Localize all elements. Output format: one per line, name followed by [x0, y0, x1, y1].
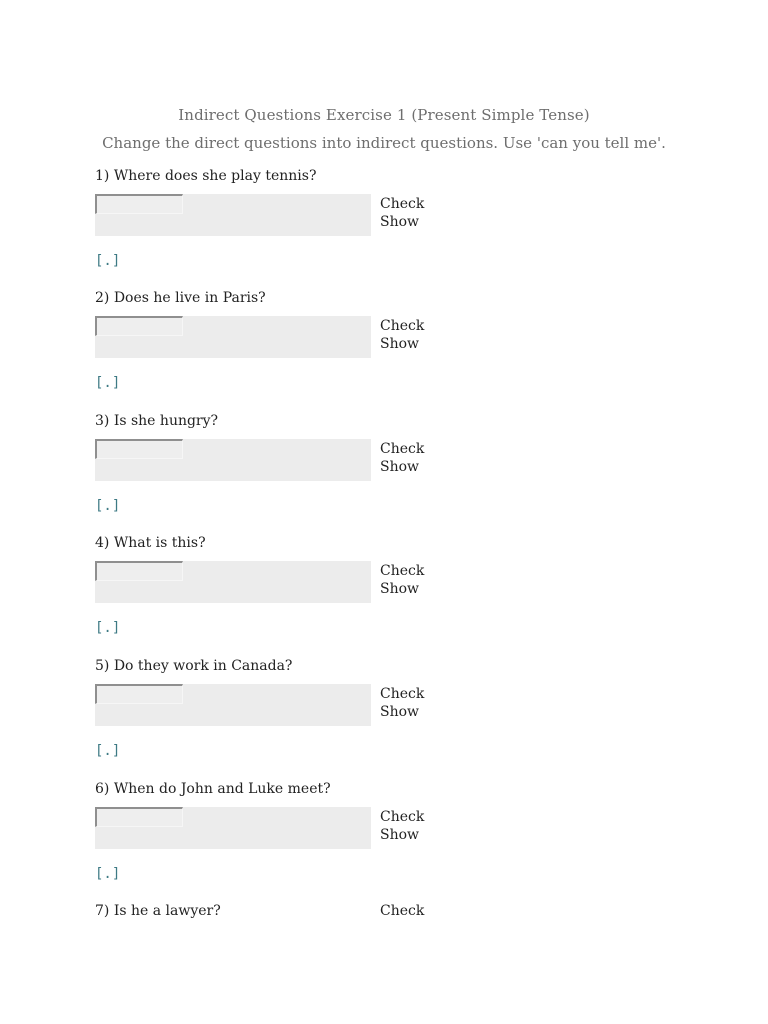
answer-area — [95, 316, 371, 358]
answer-input[interactable] — [95, 316, 183, 336]
instructions: Change the direct questions into indirect questions. Use 'can you tell me'. — [102, 134, 666, 152]
page-title: Indirect Questions Exercise 1 (Present Simple Tense) — [178, 106, 590, 124]
show-button[interactable]: Show — [380, 459, 420, 475]
answer-input[interactable] — [95, 561, 183, 581]
feedback-placeholder: [.] — [95, 498, 121, 514]
check-button[interactable]: Check — [380, 318, 425, 334]
feedback-placeholder: [.] — [95, 743, 121, 759]
question-text: 7) Is he a lawyer? — [95, 903, 221, 919]
show-button[interactable]: Show — [380, 581, 420, 597]
question-text: 2) Does he live in Paris? — [95, 290, 266, 306]
feedback-placeholder: [.] — [95, 620, 121, 636]
answer-area — [95, 439, 371, 481]
check-button[interactable]: Check — [380, 686, 425, 702]
answer-input[interactable] — [95, 439, 183, 459]
answer-area — [95, 561, 371, 603]
answer-input[interactable] — [95, 684, 183, 704]
question-text: 3) Is she hungry? — [95, 413, 219, 429]
check-button[interactable]: Check — [380, 809, 425, 825]
feedback-placeholder: [.] — [95, 866, 121, 882]
question-5 — [95, 658, 455, 781]
answer-input[interactable] — [95, 194, 183, 214]
question-text: 5) Do they work in Canada? — [95, 658, 293, 674]
answer-area — [95, 807, 371, 849]
question-text: 6) When do John and Luke meet? — [95, 781, 331, 797]
question-4 — [95, 535, 455, 658]
question-3 — [95, 413, 455, 536]
show-button[interactable]: Show — [380, 336, 420, 352]
show-button[interactable]: Show — [380, 827, 420, 843]
question-text: 1) Where does she play tennis? — [95, 168, 317, 184]
question-6 — [95, 781, 455, 904]
check-button[interactable]: Check — [380, 441, 425, 457]
check-button[interactable]: Check — [380, 903, 425, 919]
feedback-placeholder: [.] — [95, 253, 121, 269]
question-1 — [95, 168, 455, 291]
answer-area — [95, 684, 371, 726]
show-button[interactable]: Show — [380, 704, 420, 720]
question-7 — [95, 903, 455, 933]
check-button[interactable]: Check — [380, 196, 425, 212]
answer-area — [95, 194, 371, 236]
show-button[interactable]: Show — [380, 214, 420, 230]
feedback-placeholder: [.] — [95, 375, 121, 391]
question-2 — [95, 290, 455, 413]
question-text: 4) What is this? — [95, 535, 206, 551]
check-button[interactable]: Check — [380, 563, 425, 579]
answer-input[interactable] — [95, 807, 183, 827]
